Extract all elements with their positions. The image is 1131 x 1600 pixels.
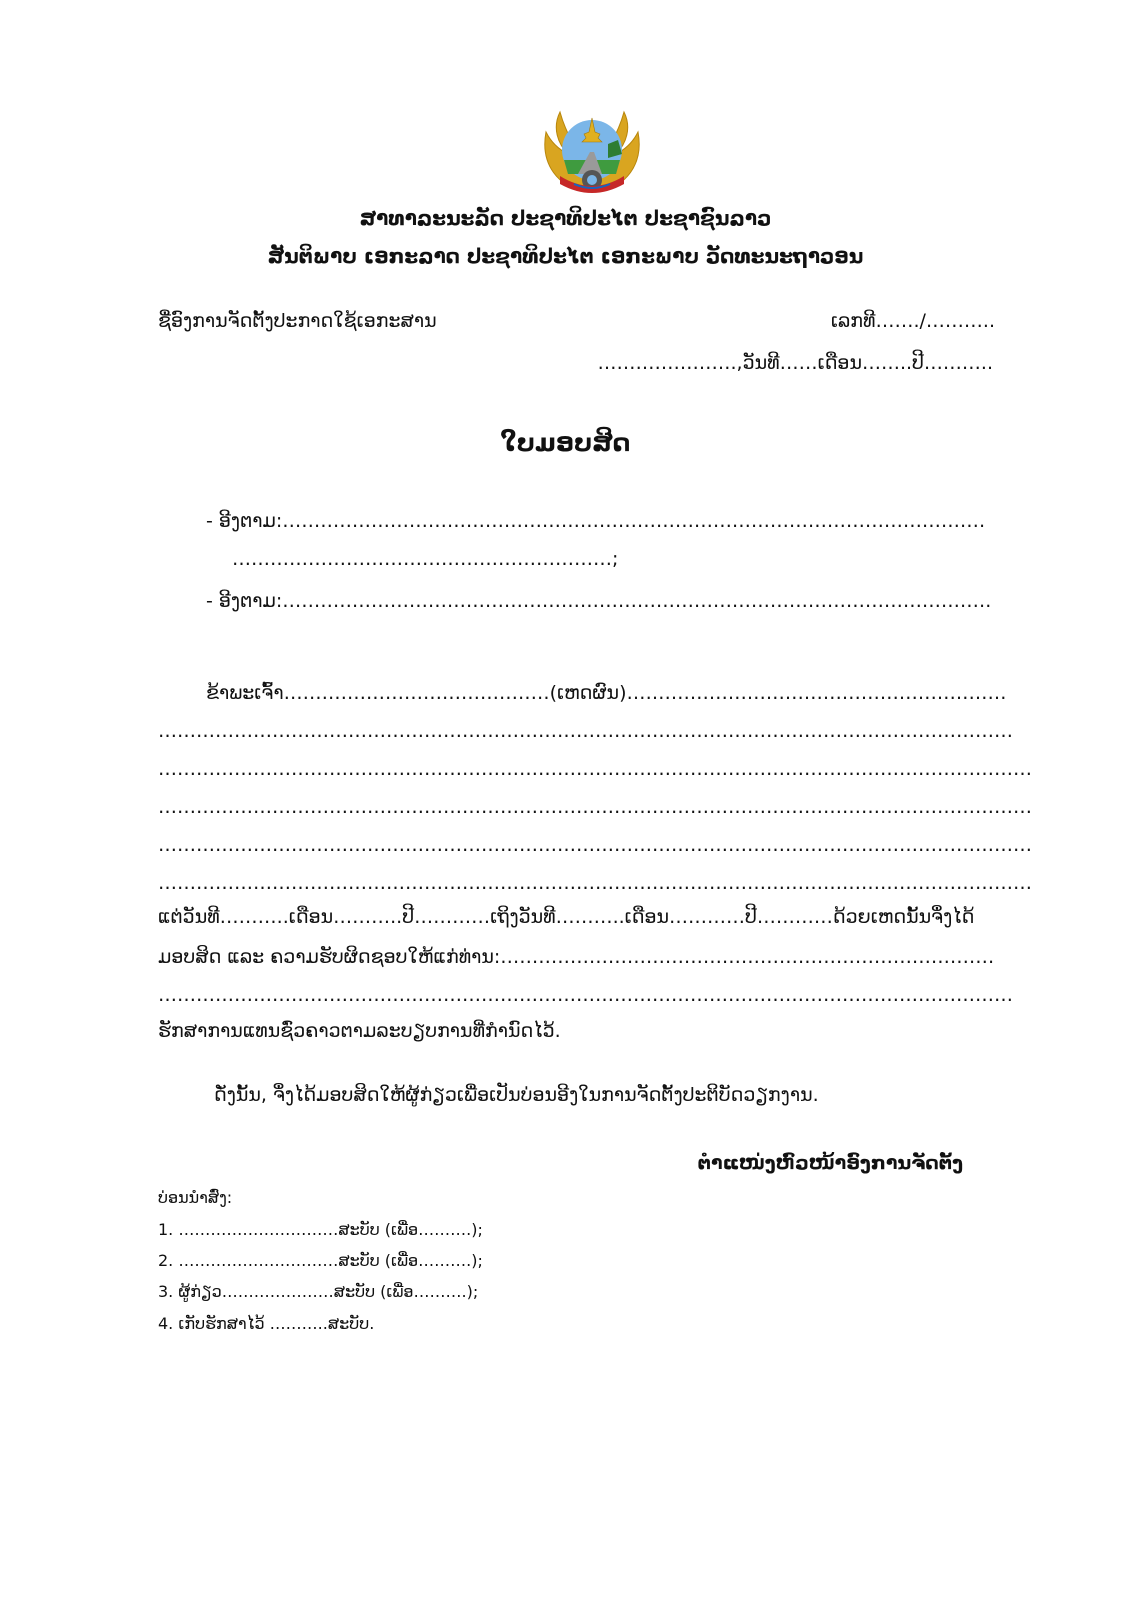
reference-2: - ອີງຕາມ:…………………………………………………………………………………………………. [206, 590, 992, 612]
dotted-line: ……………………………………………………………………………………………………………………… [158, 720, 1013, 742]
organization-name: ຊື່ອົງການຈັດຕັ້ງປະກາດໃຊ້ເອກະສານ [158, 310, 437, 332]
dotted-line: ………………………………………………………………………………………………………………………… [158, 796, 1032, 818]
national-motto: ສັນຕິພາບ ເອກະລາດ ປະຊາທິປະໄຕ ເອກະພາບ ວັດທະນະຖາວອນ [267, 244, 864, 268]
dotted-line: ………………………………………………………………………………………………………………………… [158, 872, 1032, 894]
period-line: ແຕ່ວັນທີ………..ເດືອນ………..ປີ…………ເຖິງວັນທີ………..ເດືອນ…………ປີ…………ດ້ວຍເຫດນັ້ນຈຶ່ງໄດ້ [158, 906, 975, 928]
distribution-heading: ບ່ອນນໍາສົ່ງ: [158, 1188, 233, 1207]
purpose-line: ຮັກສາການແທນຊົ່ວຄາວຕາມລະບຽບການທີ່ກໍານົດໄວ້. [158, 1020, 561, 1042]
distribution-item: 3. ຜູ້ກ່ຽວ…………………ສະບັບ (ເພື່ອ……….); [158, 1282, 479, 1301]
statement-line: ຂ້າພະເຈົ້າ……………………………………(ເຫດຜົນ)…………………………………………………… [206, 682, 1007, 704]
dotted-line: ………………………………………………………………………………………………………………………… [158, 758, 1032, 780]
document-number: ເລກທີ……./……….. [830, 310, 995, 332]
distribution-item: 2. …………………………ສະບັບ (ເພື່ອ……….); [158, 1251, 483, 1270]
distribution-item: 4. ເກັບຮັກສາໄວ້ ………..ສະບັບ. [158, 1314, 375, 1333]
distribution-item: 1. …………………………ສະບັບ (ເພື່ອ……….); [158, 1220, 483, 1239]
grant-line: ມອບສິດ ແລະ ຄວາມຮັບຜິດຊອບໃຫ້ແກ່ທ່ານ:…………………………………………………………………… [158, 946, 995, 968]
reference-1: - ອີງຕາມ:………………………………………………………………………………………………… [206, 510, 986, 532]
conclusion-paragraph: ດັ່ງນັ້ນ, ຈຶ່ງໄດ້ມອບສິດໃຫ້ຜູ້ກ່ຽວເພື່ອເປັນບ່ອນອີງໃນການຈັດຕັ້ງປະຕິບັດວຽກງານ. [214, 1084, 819, 1106]
document-title: ໃບມອບສິດ [500, 428, 631, 457]
document-date: ………………….,ວັນທີ……ເດືອນ……..ປີ……….. [597, 352, 993, 374]
dotted-line: ………………………………………………………………………………………………………………………… [158, 834, 1032, 856]
signatory-title: ຕໍາແໜ່ງຫົວໜ້າອົງການຈັດຕັ້ງ [697, 1152, 963, 1174]
grant-dotted-line: ……………………………………………………………………………………………………………………… [158, 984, 1013, 1006]
national-emblem [538, 104, 646, 198]
reference-1-continued: ……………………………………………………; [232, 548, 619, 570]
country-name: ສາທາລະນະລັດ ປະຊາທິປະໄຕ ປະຊາຊົນລາວ [359, 206, 772, 230]
